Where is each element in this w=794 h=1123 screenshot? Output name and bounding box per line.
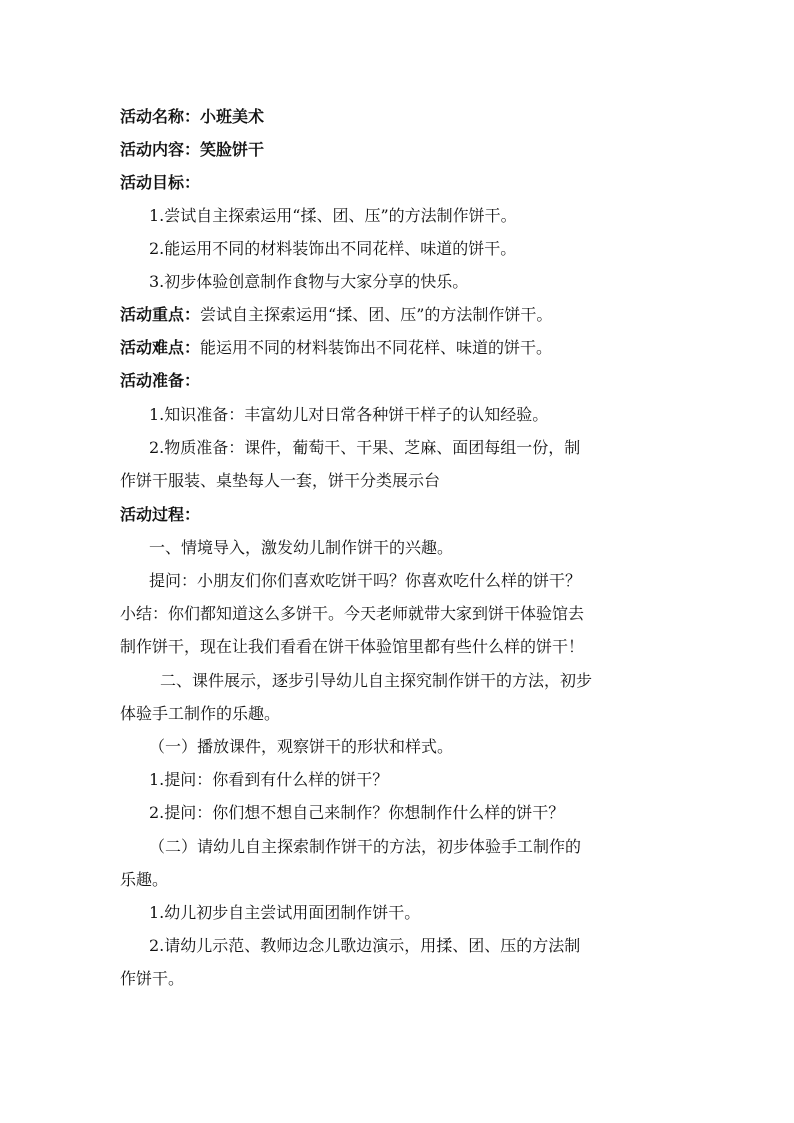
process-sub-2-line-2: 乐趣。 [120, 870, 169, 889]
key-point-line [120, 304, 552, 326]
process-summary-line-2: 制作饼干，现在让我们看看在饼干体验馆里都有些什么样的饼干！ [120, 637, 585, 656]
preparation-item-2-line-2: 作饼干服装、桌垫每人一套，饼干分类展示台 [120, 471, 441, 490]
activity-name-line [120, 106, 264, 128]
process-part-2-line-2: 体验手工制作的乐趣。 [120, 704, 281, 723]
process-sub-2-item-2-line-2: 作饼干。 [120, 969, 185, 988]
goal-item-1: 1.尝试自主探索运用“揉、团、压”的方法制作饼干。 [149, 206, 517, 225]
difficulty-label: 活动难点： [120, 338, 201, 357]
difficulty-text: 能运用不同的材料装饰出不同花样、味道的饼干。 [200, 338, 553, 357]
activity-name-value: 小班美术 [200, 107, 265, 126]
preparation-heading: 活动准备： [120, 371, 201, 390]
process-sub-2-line-1: （二）请幼儿自主探索制作饼干的方法，初步体验手工制作的 [149, 837, 582, 856]
process-part-2-line-1: 二、课件展示，逐步引导幼儿自主探究制作饼干的方法，初步 [160, 671, 593, 690]
process-sub-2-item-2-line-1: 2.请幼儿示范、教师边念儿歌边演示，用揉、团、压的方法制 [149, 936, 581, 955]
process-heading: 活动过程： [120, 505, 201, 524]
activity-content-label: 活动内容： [120, 140, 201, 159]
process-question: 提问：小朋友们你们喜欢吃饼干吗？你喜欢吃什么样的饼干？ [149, 571, 582, 590]
key-point-label: 活动重点： [120, 305, 201, 324]
process-summary-line-1: 小结：你们都知道这么多饼干。今天老师就带大家到饼干体验馆去 [120, 604, 585, 623]
preparation-item-2-line-1: 2.物质准备：课件，葡萄干、干果、芝麻、面团每组一份，制 [149, 438, 581, 457]
goal-item-3: 3.初步体验创意制作食物与大家分享的快乐。 [149, 272, 469, 291]
process-part-1-title: 一、情境导入，激发幼儿制作饼干的兴趣。 [149, 538, 454, 557]
process-sub-2-item-1: 1.幼儿初步自主尝试用面团制作饼干。 [149, 903, 421, 922]
difficulty-line [120, 337, 552, 359]
process-sub-1-title: （一）播放课件，观察饼干的形状和样式。 [149, 737, 454, 756]
activity-content-value: 笑脸饼干 [200, 140, 265, 159]
goals-heading: 活动目标： [120, 173, 201, 192]
activity-name-label: 活动名称： [120, 107, 201, 126]
process-sub-1-question-2: 2.提问：你们想不想自己来制作？你想制作什么样的饼干？ [149, 803, 565, 822]
key-point-text: 尝试自主探索运用“揉、团、压”的方法制作饼干。 [200, 305, 553, 324]
preparation-item-1: 1.知识准备：丰富幼儿对日常各种饼干样子的认知经验。 [149, 405, 549, 424]
activity-content-line [120, 139, 264, 161]
goal-item-2: 2.能运用不同的材料装饰出不同花样、味道的饼干。 [149, 239, 517, 258]
process-sub-1-question-1: 1.提问：你看到有什么样的饼干？ [149, 770, 389, 789]
